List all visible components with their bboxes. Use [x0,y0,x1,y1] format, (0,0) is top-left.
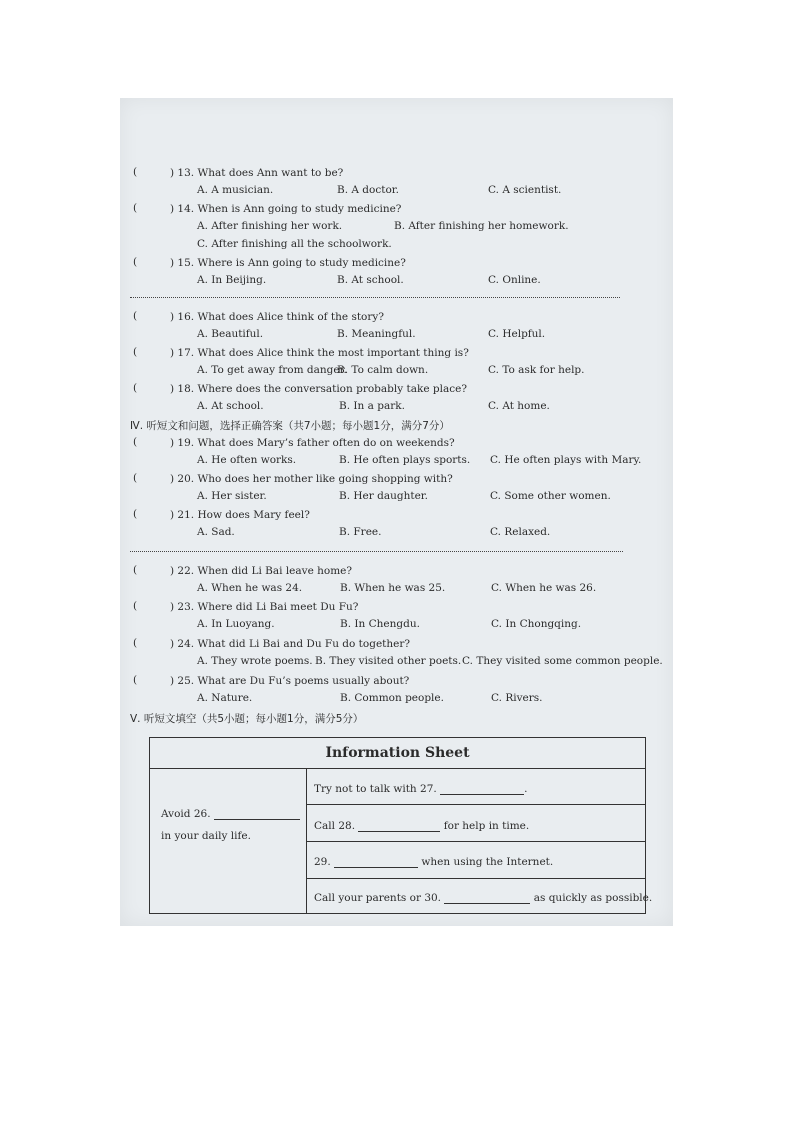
option-13-a: A. A musician. [197,184,274,196]
question-17: ) 17. What does Alice think the most important thing is? [170,347,469,359]
question-18: ) 18. Where does the conversation probably take place? [170,383,467,395]
option-22-b: B. When he was 25. [340,582,446,594]
option-21-b: B. Free. [339,526,382,538]
answer-paren-15[interactable]: ( [133,256,138,268]
option-23-c: C. In Chongqing. [491,618,582,630]
sheet-row-29 [307,841,645,879]
option-16-b: B. Meaningful. [337,328,416,340]
question-13: ) 13. What does Ann want to be? [170,167,344,179]
question-23: ) 23. Where did Li Bai meet Du Fu? [170,601,359,613]
sheet-title: Information Sheet [150,738,645,769]
row-29-label: 29. [314,856,331,868]
option-24-a: A. They wrote poems. [197,655,313,667]
option-18-c: C. At home. [488,400,550,412]
option-25-b: B. Common people. [340,692,444,704]
answer-paren-13[interactable]: ( [133,166,138,178]
option-23-a: A. In Luoyang. [197,618,275,630]
answer-paren-14[interactable]: ( [133,202,138,214]
sheet-row-28 [307,804,645,842]
option-19-c: C. He often plays with Mary. [490,454,642,466]
question-21: ) 21. How does Mary feel? [170,509,310,521]
option-14-b: B. After finishing her homework. [394,220,569,232]
answer-paren-21[interactable]: ( [133,508,138,520]
question-16: ) 16. What does Alice think of the story? [170,311,384,323]
question-15: ) 15. Where is Ann going to study medicine? [170,257,406,269]
answer-paren-22[interactable]: ( [133,564,138,576]
option-19-b: B. He often plays sports. [339,454,471,466]
section-5-heading: Ⅴ. 听短文填空（共5小题；每小题1分，满分5分） [130,713,364,725]
information-sheet [149,737,653,914]
avoid-label: Avoid 26. [161,808,211,820]
blank-30[interactable] [444,903,530,904]
option-17-b: B. To calm down. [337,364,429,376]
option-18-a: A. At school. [197,400,264,412]
option-23-b: B. In Chengdu. [340,618,420,630]
sheet-row-30 [307,878,653,913]
question-25: ) 25. What are Du Fu’s poems usually about? [170,675,410,687]
answer-paren-19[interactable]: ( [133,436,138,448]
answer-paren-16[interactable]: ( [133,310,138,322]
option-17-c: C. To ask for help. [488,364,585,376]
blank-28[interactable] [358,831,440,832]
question-19: ) 19. What does Mary’s father often do on weekends? [170,437,455,449]
option-15-a: A. In Beijing. [197,274,267,286]
option-15-b: B. At school. [337,274,404,286]
option-19-a: A. He often works. [197,454,297,466]
answer-paren-17[interactable]: ( [133,346,138,358]
option-17-a: A. To get away from danger. [197,364,347,376]
answer-paren-24[interactable]: ( [133,637,138,649]
option-14-c: C. After finishing all the schoolwork. [197,238,392,250]
option-20-b: B. Her daughter. [339,490,428,502]
option-16-c: C. Helpful. [488,328,546,340]
blank-27[interactable] [440,794,524,795]
option-22-c: C. When he was 26. [491,582,597,594]
option-13-c: C. A scientist. [488,184,562,196]
answer-paren-23[interactable]: ( [133,600,138,612]
option-25-c: C. Rivers. [491,692,543,704]
option-15-c: C. Online. [488,274,541,286]
blank-29[interactable] [334,867,418,868]
row-28-end: for help in time. [443,820,530,832]
option-13-b: B. A doctor. [337,184,399,196]
row-30-end: as quickly as possible. [533,892,653,904]
row-29-end: when using the Internet. [421,856,554,868]
answer-paren-20[interactable]: ( [133,472,138,484]
option-18-b: B. In a park. [339,400,405,412]
option-14-a: A. After finishing her work. [197,220,343,232]
row-30-label: Call your parents or 30. [314,892,442,904]
divider-2 [130,551,623,552]
option-24-b: B. They visited other poets. [315,655,462,667]
row-27-end: . [524,783,528,795]
option-21-c: C. Relaxed. [490,526,551,538]
option-16-a: A. Beautiful. [197,328,264,340]
answer-paren-18[interactable]: ( [133,382,138,394]
divider-1 [130,297,620,298]
option-21-a: A. Sad. [197,526,235,538]
question-24: ) 24. What did Li Bai and Du Fu do together? [170,638,411,650]
section-4-heading: Ⅳ. 听短文和问题，选择正确答案（共7小题；每小题1分，满分7分） [130,420,450,432]
option-20-a: A. Her sister. [197,490,267,502]
option-24-c: C. They visited some common people. [462,655,663,667]
option-20-c: C. Some other women. [490,490,611,502]
question-20: ) 20. Who does her mother like going shopping with? [170,473,453,485]
daily-life-label: in your daily life. [161,830,251,842]
option-25-a: A. Nature. [197,692,253,704]
question-14: ) 14. When is Ann going to study medicine? [170,203,402,215]
answer-paren-25[interactable]: ( [133,674,138,686]
blank-26[interactable] [214,819,300,820]
question-22: ) 22. When did Li Bai leave home? [170,565,353,577]
option-22-a: A. When he was 24. [197,582,303,594]
sheet-row-27 [307,768,645,805]
sheet-left-cell [150,768,307,913]
row-28-label: Call 28. [314,820,356,832]
row-27-label: Try not to talk with 27. [314,783,437,795]
